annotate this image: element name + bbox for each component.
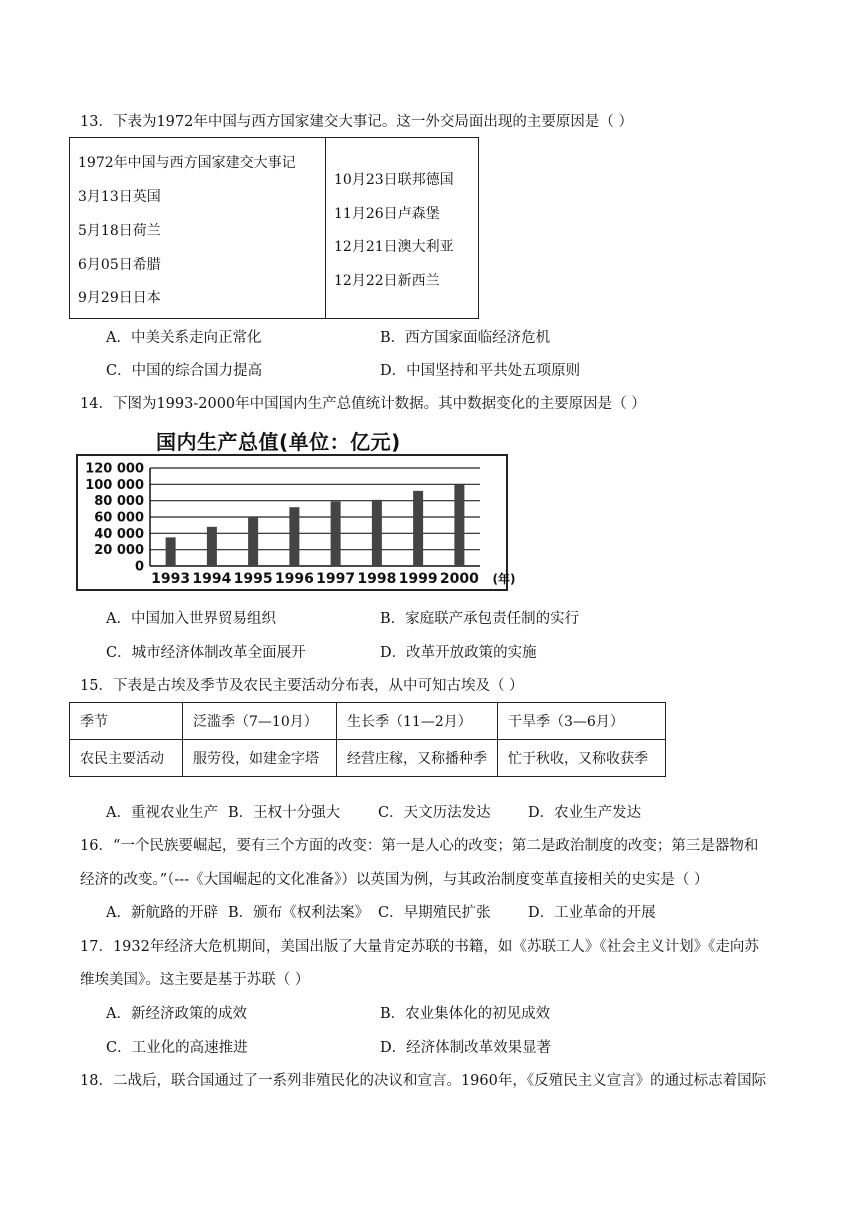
q14-option-c[interactable]: C．城市经济体制改革全面展开 [106,645,306,661]
q13-table-cell: 3月13日英国 [78,189,161,205]
q16-option-b[interactable]: B．颁布《权利法案》 [228,905,370,921]
y-tick-label: 100 000 [85,477,144,493]
q18-stem-line1: 18．二战后，联合国通过了一系列非殖民化的决议和宣言。1960年，《反殖民主义宣言》的通过标志着国际 [80,1073,767,1089]
bar-1999 [413,491,423,566]
q17-option-c[interactable]: C．工业化的高速推进 [106,1040,248,1056]
chart-title: 国内生产总值(单位：亿元) [156,430,401,454]
y-tick-label: 60 000 [94,510,144,526]
q16-stem-line1: 16．“一个民族要崛起，要有三个方面的改变：第一是人心的改变；第二是政治制度的改变；第三是器物和 [80,838,759,854]
x-tick-label: 1999 [398,571,438,587]
table-cell: 季节 [70,703,183,740]
table-cell: 干旱季（3—6月） [498,703,666,740]
q15-option-c[interactable]: C．天文历法发达 [378,805,491,821]
q13-option-c[interactable]: C．中国的综合国力提高 [106,363,263,379]
q13-table-cell: 6月05日希腊 [78,257,161,273]
y-tick-label: 0 [134,559,144,575]
table-cell: 经营庄稼，又称播种季 [337,740,498,777]
q16-stem-line2: 经济的改变。”（---《大国崛起的文化准备》）以英国为例，与其政治制度变革直接相关的史实是（ ） [80,872,709,888]
q15-table [69,702,666,777]
q15-option-a[interactable]: A．重视农业生产 [106,805,218,821]
gdp-chart-svg [76,454,516,591]
y-tick-label: 20 000 [94,543,144,559]
q13-table-cell: 11月26日卢森堡 [334,206,440,222]
q17-stem-line2: 维埃美国》。这主要是基于苏联（ ） [80,972,310,988]
q13-option-a[interactable]: A．中美关系走向正常化 [106,330,262,346]
q14-option-b[interactable]: B．家庭联产承包责任制的实行 [380,611,580,627]
x-axis-label: (年) [492,572,516,586]
x-tick-label: 1998 [357,571,397,587]
bar-1996 [289,507,299,566]
table-cell: 生长季（11—2月） [337,703,498,740]
q13-stem: 13．下表为1972年中国与西方国家建交大事记。这一外交局面出现的主要原因是（ ） [80,114,633,130]
bar-1995 [248,517,258,566]
q14-stem: 14．下图为1993-2000年中国国内生产总值统计数据。其中数据变化的主要原因是（ ） [80,396,646,412]
x-tick-label: 1995 [233,571,273,587]
bar-1998 [372,500,382,566]
x-tick-label: 1996 [274,571,314,587]
y-tick-label: 120 000 [85,461,144,477]
table-cell: 农民主要活动 [70,740,183,777]
q13-table-cell: 5月18日荷兰 [78,223,161,239]
q15-option-b[interactable]: B．王权十分强大 [228,805,341,821]
table-cell: 服劳役，如建金字塔 [183,740,337,777]
q17-stem-line1: 17．1932年经济大危机期间，美国出版了大量肯定苏联的书籍，如《苏联工人》《社会主义计划》《走向苏 [80,939,759,955]
q14-option-a[interactable]: A．中国加入世界贸易组织 [106,611,276,627]
q13-table-cell: 12月21日澳大利亚 [334,239,454,255]
bar-1993 [166,537,176,566]
bar-1994 [207,527,217,566]
q13-table-cell: 12月22日新西兰 [334,273,440,289]
gdp-bar-chart [76,454,516,591]
y-tick-label: 80 000 [94,494,144,510]
x-tick-label: 1993 [151,571,191,587]
q15-option-d[interactable]: D．农业生产发达 [528,805,642,821]
q16-option-c[interactable]: C．早期殖民扩张 [378,905,491,921]
q13-table-divider [325,138,326,318]
table-row [70,703,666,740]
q13-table-cell: 9月29日日本 [78,290,161,306]
bar-1997 [331,501,341,566]
q15-stem: 15．下表是古埃及季节及农民主要活动分布表，从中可知古埃及（ ） [80,678,524,694]
q13-table-title: 1972年中国与西方国家建交大事记 [78,155,296,171]
q13-table-cell: 10月23日联邦德国 [334,172,454,188]
q13-option-b[interactable]: B．西方国家面临经济危机 [380,330,551,346]
q16-option-a[interactable]: A．新航路的开辟 [106,905,218,921]
table-cell: 忙于秋收，又称收获季 [498,740,666,777]
x-tick-label: 2000 [439,571,479,587]
q16-option-d[interactable]: D．工业革命的开展 [528,905,656,921]
q14-option-d[interactable]: D．改革开放政策的实施 [380,645,537,661]
x-tick-label: 1997 [316,571,356,587]
table-row [70,740,666,777]
bar-2000 [454,484,464,566]
q13-option-d[interactable]: D．中国坚持和平共处五项原则 [380,363,581,379]
table-cell: 泛滥季（7—10月） [183,703,337,740]
q13-table [69,137,479,319]
x-tick-label: 1994 [192,571,232,587]
q17-option-b[interactable]: B．农业集体化的初见成效 [380,1006,551,1022]
q17-option-a[interactable]: A．新经济政策的成效 [106,1006,247,1022]
q17-option-d[interactable]: D．经济体制改革效果显著 [380,1040,552,1056]
y-tick-label: 40 000 [94,526,144,542]
